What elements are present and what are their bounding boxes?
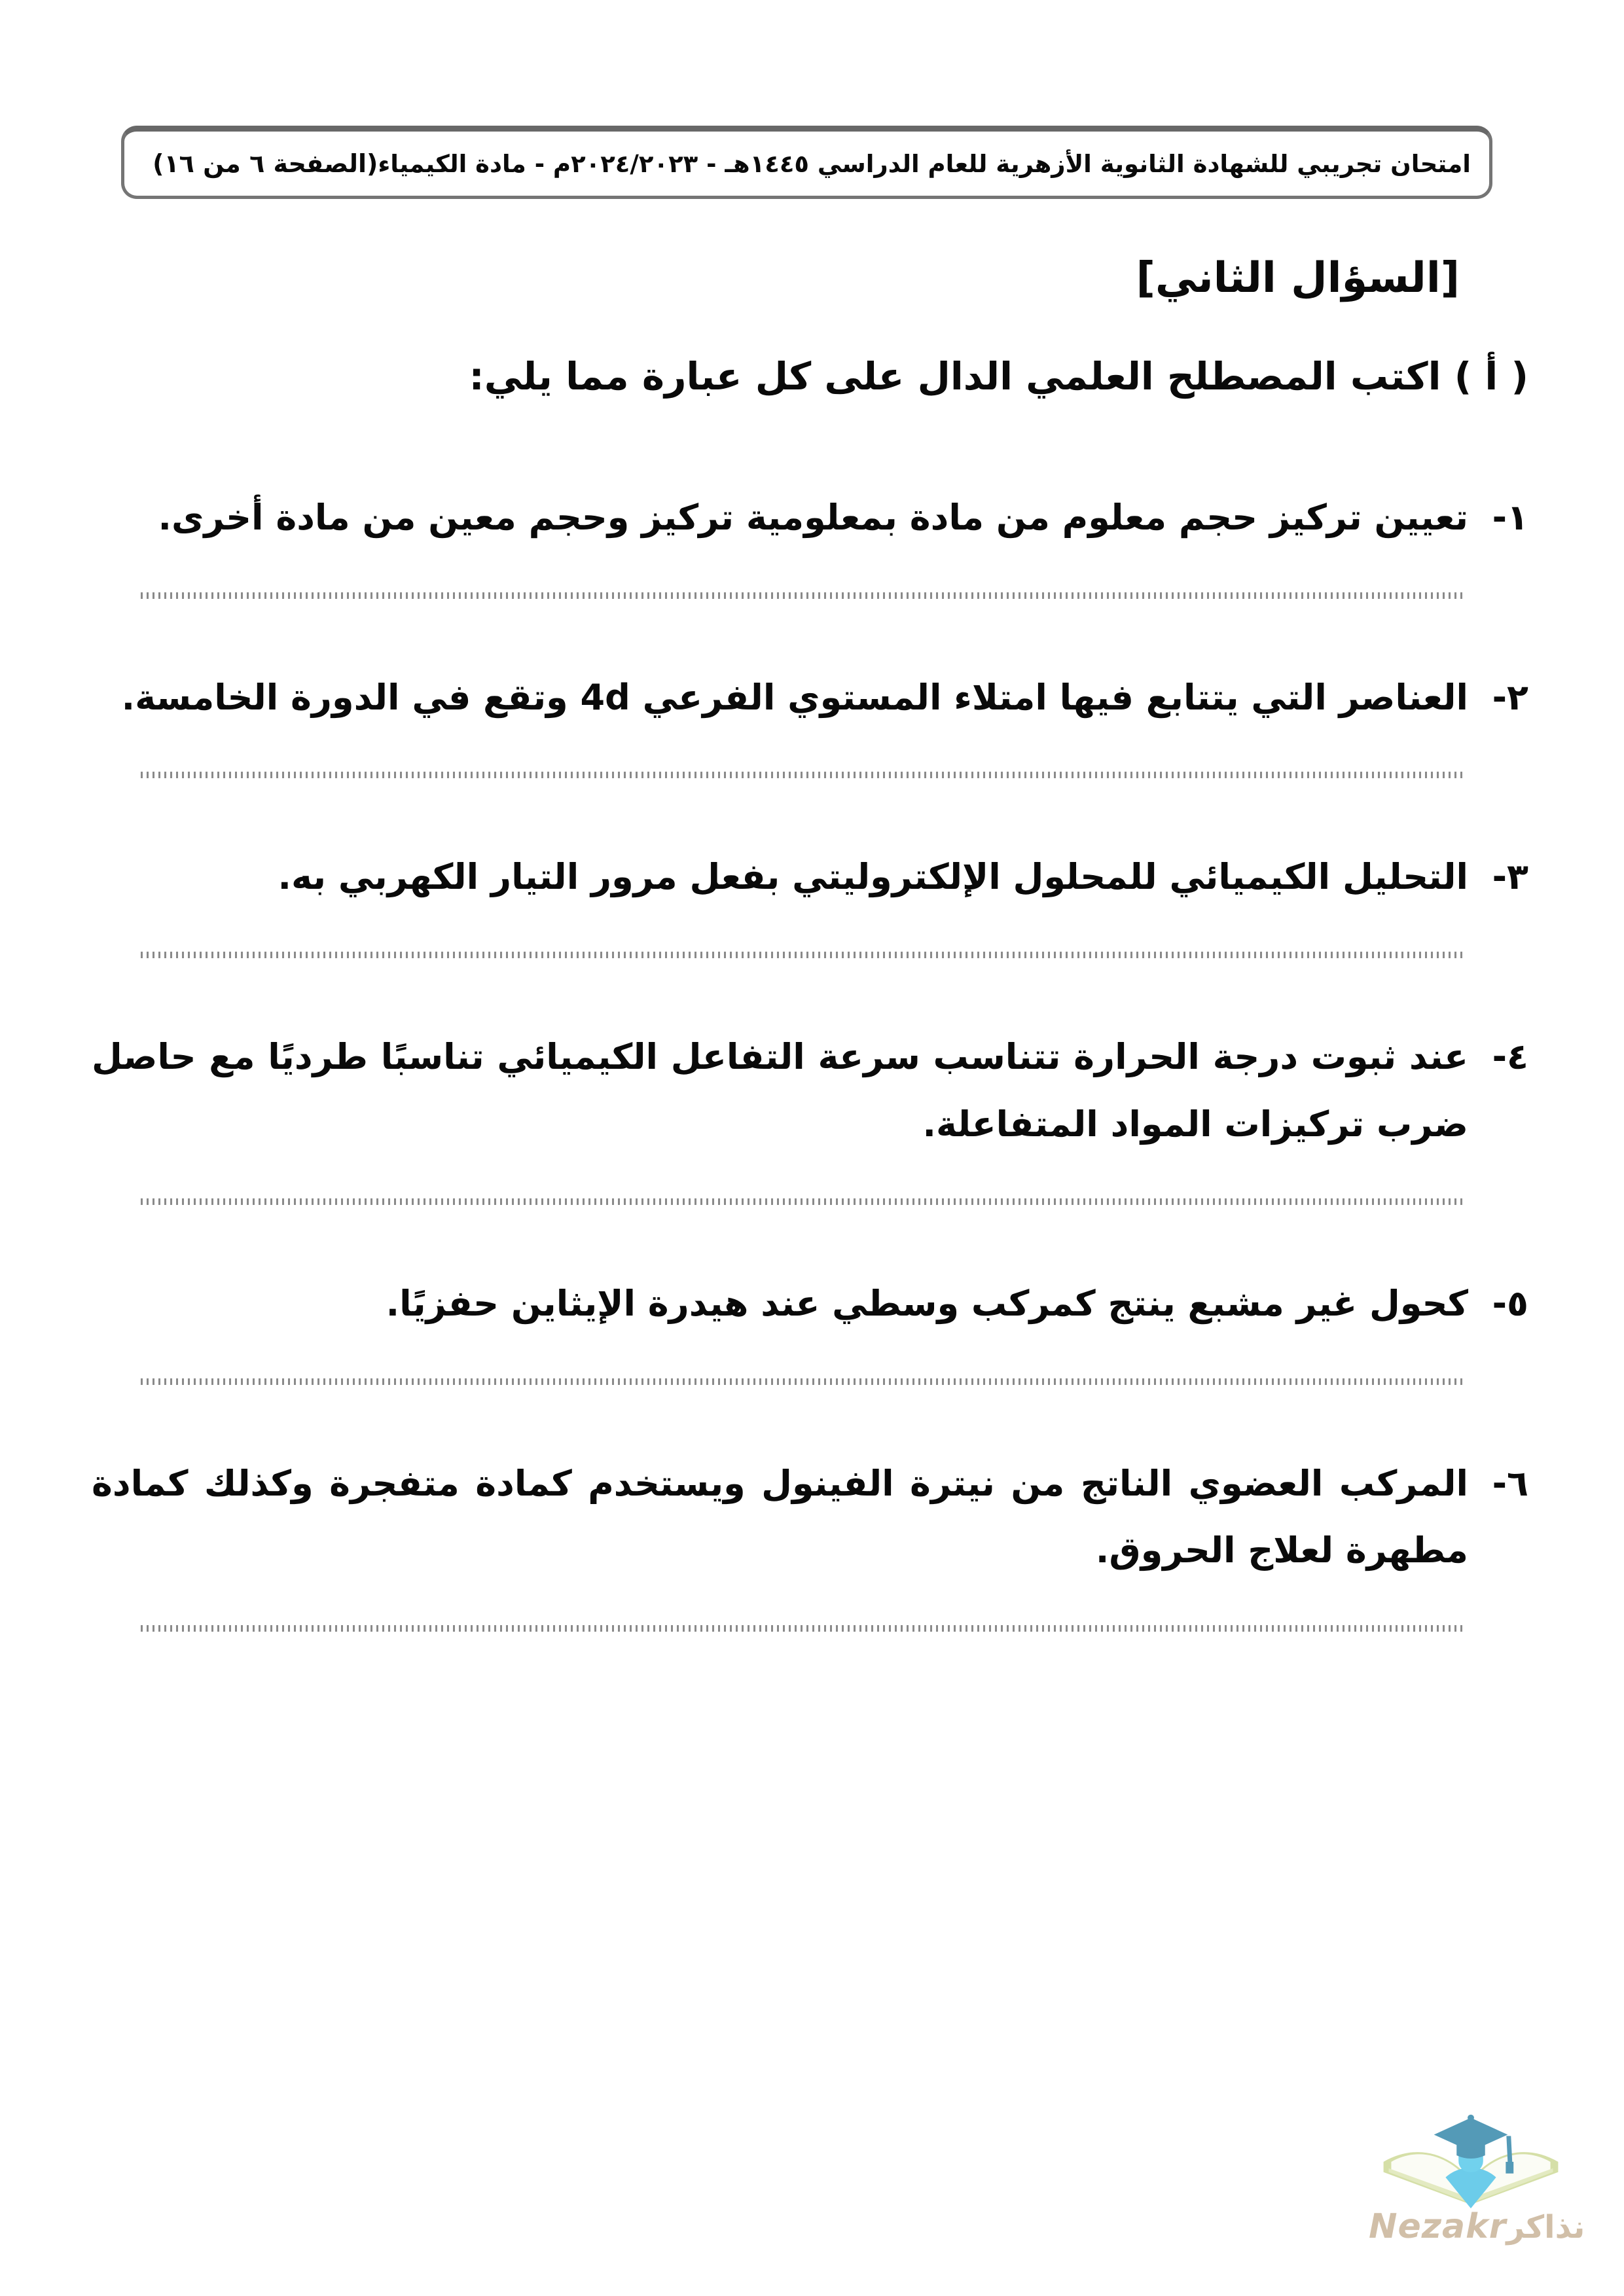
question-number: ٤-: [1492, 1035, 1528, 1077]
answer-dotted-line: [141, 1198, 1466, 1205]
question-item-4: [92, 1024, 1528, 1205]
question-number: ٣-: [1492, 856, 1528, 898]
answer-dotted-line: [141, 952, 1466, 958]
question-number: ٥-: [1492, 1283, 1528, 1325]
question-item-2: [92, 664, 1528, 779]
exam-title: امتحان تجريبي للشهادة الثانوية الأزهرية للعام الدراسي ١٤٤٥هـ - ٢٠٢٤/٢٠٢٣م - مادة الكيمياء: [378, 149, 1471, 178]
question-text: تعيين تركيز حجم معلوم من مادة بمعلومية تركيز وحجم معين من مادة أخرى.: [158, 497, 1468, 539]
answer-dotted-line: [141, 772, 1466, 778]
question-number: ١-: [1492, 497, 1528, 539]
brand-arabic: نذاكر: [1506, 2209, 1585, 2246]
question-text: عند ثبوت درجة الحرارة تتناسب سرعة التفاعل الكيميائي تناسبًا طرديًا مع حاصل ضرب تركيزات المواد المتفاعلة.: [92, 1035, 1468, 1145]
question-text: كحول غير مشبع ينتج كمركب وسطي عند هيدرة الإيثاين حفزيًا.: [386, 1283, 1468, 1325]
nezakr-watermark-logo: [1369, 2106, 1585, 2246]
question-text: العناصر التي يتتابع فيها امتلاء المستوي الفرعي 4d وتقع في الدورة الخامسة.: [121, 676, 1468, 718]
section-subtitle: ( أ ) اكتب المصطلح العلمي الدال على كل عبارة مما يلي:: [469, 354, 1528, 399]
answer-dotted-line: [141, 1625, 1466, 1632]
question-section: [92, 252, 1528, 1697]
header-box: [121, 126, 1492, 199]
question-number: ٢-: [1492, 676, 1528, 718]
section-title: [السؤال الثاني]: [1136, 254, 1460, 302]
brand-latin: Nezakr: [1369, 2207, 1507, 2246]
answer-dotted-line: [141, 592, 1466, 599]
book-graduate-icon: [1369, 2106, 1573, 2216]
page-indicator: (الصفحة ٦ من ١٦): [153, 149, 378, 178]
question-text: المركب العضوي الناتج من نيترة الفينول ويستخدم كمادة متفجرة وكذلك كمادة مطهرة لعلاج الحروق.: [92, 1462, 1468, 1571]
question-item-6: [92, 1450, 1528, 1632]
brand-wordmark: [1369, 2207, 1585, 2246]
question-item-5: [92, 1270, 1528, 1385]
answer-dotted-line: [141, 1378, 1466, 1385]
question-number: ٦-: [1492, 1462, 1528, 1504]
question-item-3: [92, 844, 1528, 958]
question-text: التحليل الكيميائي للمحلول الإلكتروليتي بفعل مرور التيار الكهربي به.: [278, 856, 1468, 898]
question-item-1: [92, 484, 1528, 599]
